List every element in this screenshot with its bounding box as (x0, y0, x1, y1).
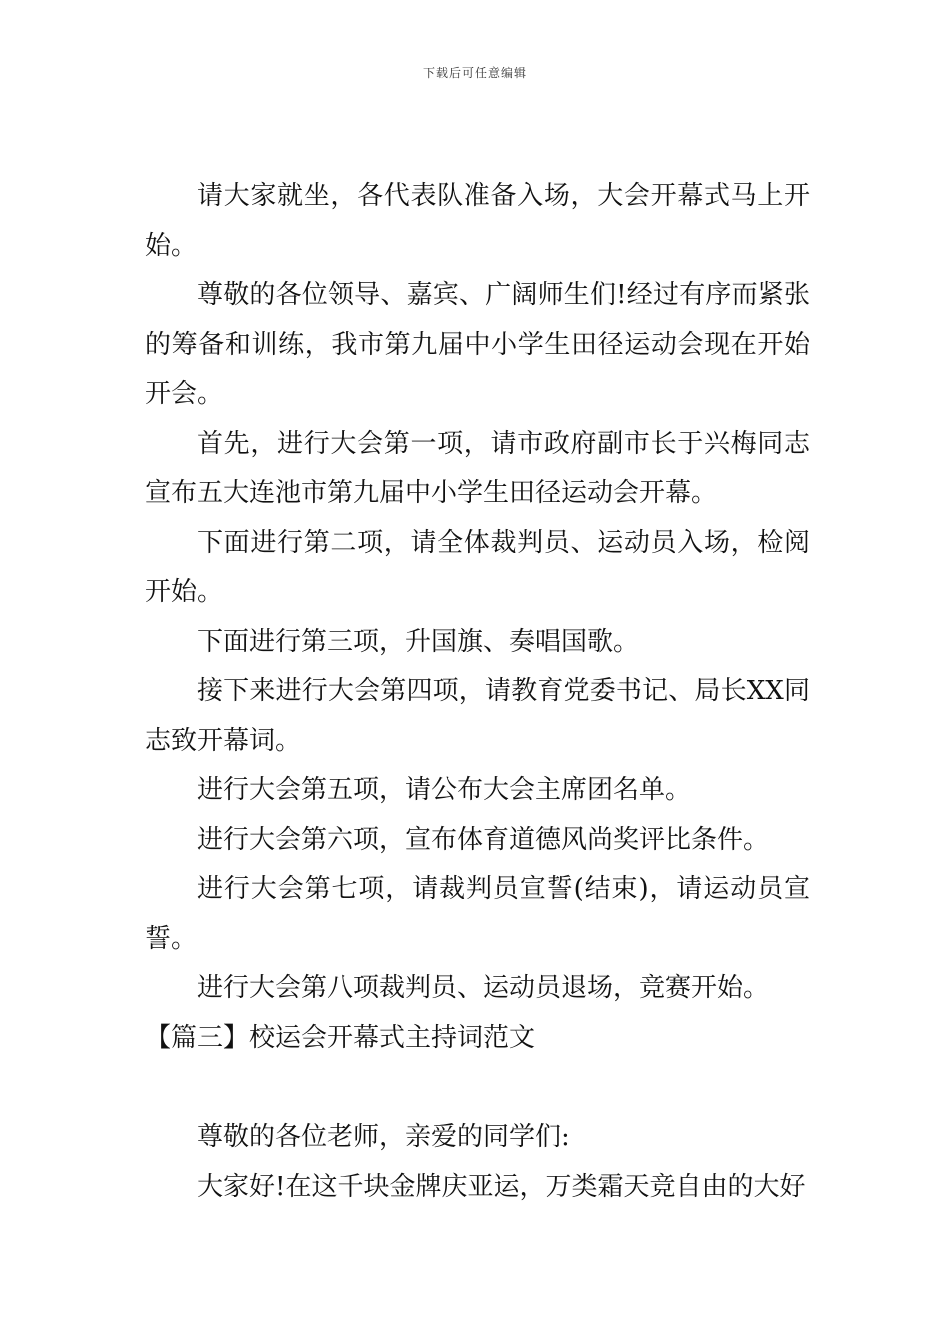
paragraph: 尊敬的各位领导、嘉宾、广阔师生们!经过有序而紧张的筹备和训练，我市第九届中小学生田径运动会现在开始开会。 (145, 280, 810, 409)
paragraph: 请大家就坐，各代表队准备入场，大会开幕式马上开始。 (145, 181, 810, 261)
paragraph: 进行大会第七项，请裁判员宣誓(结束)，请运动员宣誓。 (145, 874, 810, 954)
paragraph: 进行大会第五项，请公布大会主席团名单。 (197, 775, 692, 805)
paragraph: 进行大会第八项裁判员、运动员退场，竞赛开始。 (197, 973, 770, 1003)
paragraph: 进行大会第六项，宣布体育道德风尚奖评比条件。 (197, 824, 770, 855)
paragraph: 下面进行第二项，请全体裁判员、运动员入场，检阅开始。 (145, 527, 810, 607)
paragraph: 接下来进行大会第四项，请教育党委书记、局长XX同志致开幕词。 (145, 676, 810, 756)
paragraph: 大家好!在这千块金牌庆亚运，万类霜天竞自由的大好 (197, 1171, 806, 1202)
paragraph: 下面进行第三项，升国旗、奏唱国歌。 (197, 626, 640, 657)
paragraph: 尊敬的各位老师，亲爱的同学们: (197, 1122, 570, 1152)
paragraph: 首先，进行大会第一项，请市政府副市长于兴梅同志宣布五大连池市第九届中小学生田径运动会开幕。 (145, 428, 810, 508)
page-header: 下载后可任意编辑 (422, 66, 527, 80)
section-heading: 【篇三】校运会开幕式主持词范文 (145, 1022, 536, 1053)
document-body (145, 172, 810, 1212)
